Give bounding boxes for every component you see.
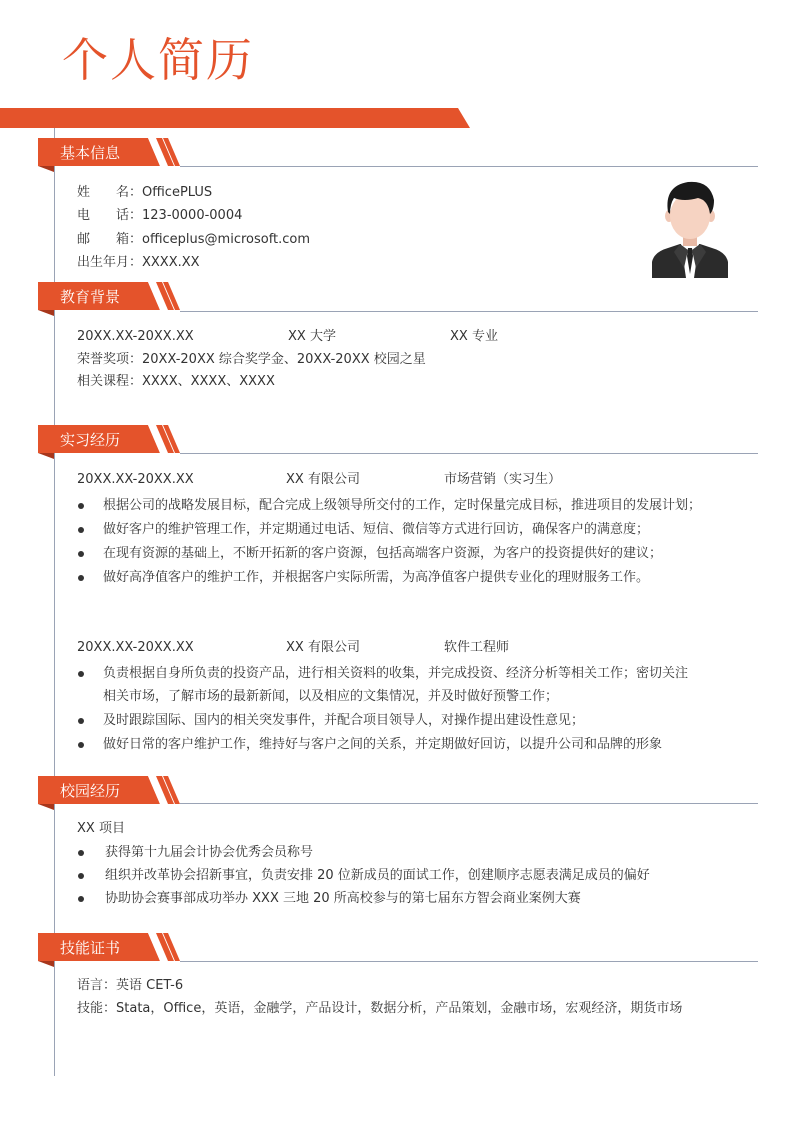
internship-date: 20XX.XX-20XX.XX: [77, 640, 194, 655]
top-accent-bar: [0, 108, 470, 128]
name-field: 姓 名：OfficePLUS: [77, 185, 213, 200]
list-item: 做好日常的客户维护工作，维持好与客户之间的关系，并定期做好回访，以提升公司和品牌的形象: [103, 737, 663, 752]
bullet-dot: [78, 873, 84, 879]
bullet-dot: [78, 575, 84, 581]
section-title: 技能证书: [60, 939, 121, 957]
education-honors: 荣誉奖项：20XX-20XX 综合奖学金、20XX-20XX 校园之星: [77, 352, 426, 367]
campus-project: XX 项目: [77, 821, 125, 836]
bullet-dot: [78, 503, 84, 509]
section-header-education: [38, 282, 180, 312]
bullet-dot: [78, 527, 84, 533]
section-header-basic: [38, 138, 180, 168]
bullet-dot: [78, 718, 84, 724]
person-avatar-icon: [650, 178, 730, 280]
list-item: 根据公司的战略发展目标，配合完成上级领导所交付的工作，定时保量完成目标，推进项目的发展计划；: [103, 498, 702, 513]
list-item: 获得第十九届会计协会优秀会员称号: [105, 845, 314, 860]
bullet-dot: [78, 742, 84, 748]
internship-company: XX 有限公司: [286, 640, 360, 655]
section-title: 基本信息: [60, 144, 121, 162]
education-courses: 相关课程：XXXX、XXXX、XXXX: [77, 374, 275, 389]
section-title: 教育背景: [60, 288, 121, 306]
section-rule: [180, 311, 758, 312]
skills-list: 技能：Stata，Office，英语，金融学，产品设计，数据分析，产品策划，金融市场，宏观经济，期货市场: [77, 1001, 683, 1016]
bullet-dot: [78, 551, 84, 557]
internship-company: XX 有限公司: [286, 472, 360, 487]
list-item: 在现有资源的基础上，不断开拓新的客户资源，包括高端客户资源，为客户的投资提供好的建议；: [103, 546, 663, 561]
bullet-dot: [78, 896, 84, 902]
section-rule: [180, 166, 758, 167]
education-date: 20XX.XX-20XX.XX: [77, 329, 194, 344]
skills-language: 语言：英语 CET-6: [77, 978, 184, 993]
bullet-dot: [78, 850, 84, 856]
internship-role: 市场营销（实习生）: [444, 472, 562, 487]
birth-field: 出生年月：XXXX.XX: [77, 255, 200, 270]
section-header-internship: [38, 425, 180, 455]
list-item: 及时跟踪国际、国内的相关突发事件，并配合项目领导人，对操作提出建设性意见；: [103, 713, 585, 728]
education-school: XX 大学: [288, 329, 336, 344]
education-major: XX 专业: [450, 329, 498, 344]
section-rule: [180, 961, 758, 962]
section-title: 校园经历: [60, 782, 121, 800]
internship-date: 20XX.XX-20XX.XX: [77, 472, 194, 487]
resume-title: 个人简历: [62, 33, 254, 87]
bullet-dot: [78, 671, 84, 677]
list-item: 组织并改革协会招新事宜，负责安排 20 位新成员的面试工作，创建顺序志愿表满足成员的偏好: [105, 868, 650, 883]
list-item: 协助协会赛事部成功举办 XXX 三地 20 所高校参与的第七届东方智会商业案例大赛: [105, 891, 581, 906]
list-item: 做好高净值客户的维护工作，并根据客户实际所需，为高净值客户提供专业化的理财服务工作。: [103, 570, 650, 585]
section-header-skills: [38, 933, 180, 963]
phone-field: 电 话：123-0000-0004: [77, 208, 243, 223]
list-item: 做好客户的维护管理工作，并定期通过电话、短信、微信等方式进行回访，确保客户的满意度；: [103, 522, 650, 537]
section-rule: [180, 803, 758, 804]
section-rule: [180, 453, 758, 454]
list-item: 相关市场，了解市场的最新新闻，以及相应的文集情况，并及时做好预警工作；: [103, 689, 559, 704]
list-item: 负责根据自身所负责的投资产品，进行相关资料的收集，并完成投资、经济分析等相关工作；密切关注: [103, 666, 689, 681]
section-title: 实习经历: [60, 431, 121, 449]
internship-role: 软件工程师: [444, 640, 510, 655]
section-header-campus: [38, 776, 180, 806]
email-field: 邮 箱：officeplus@microsoft.com: [77, 232, 311, 247]
